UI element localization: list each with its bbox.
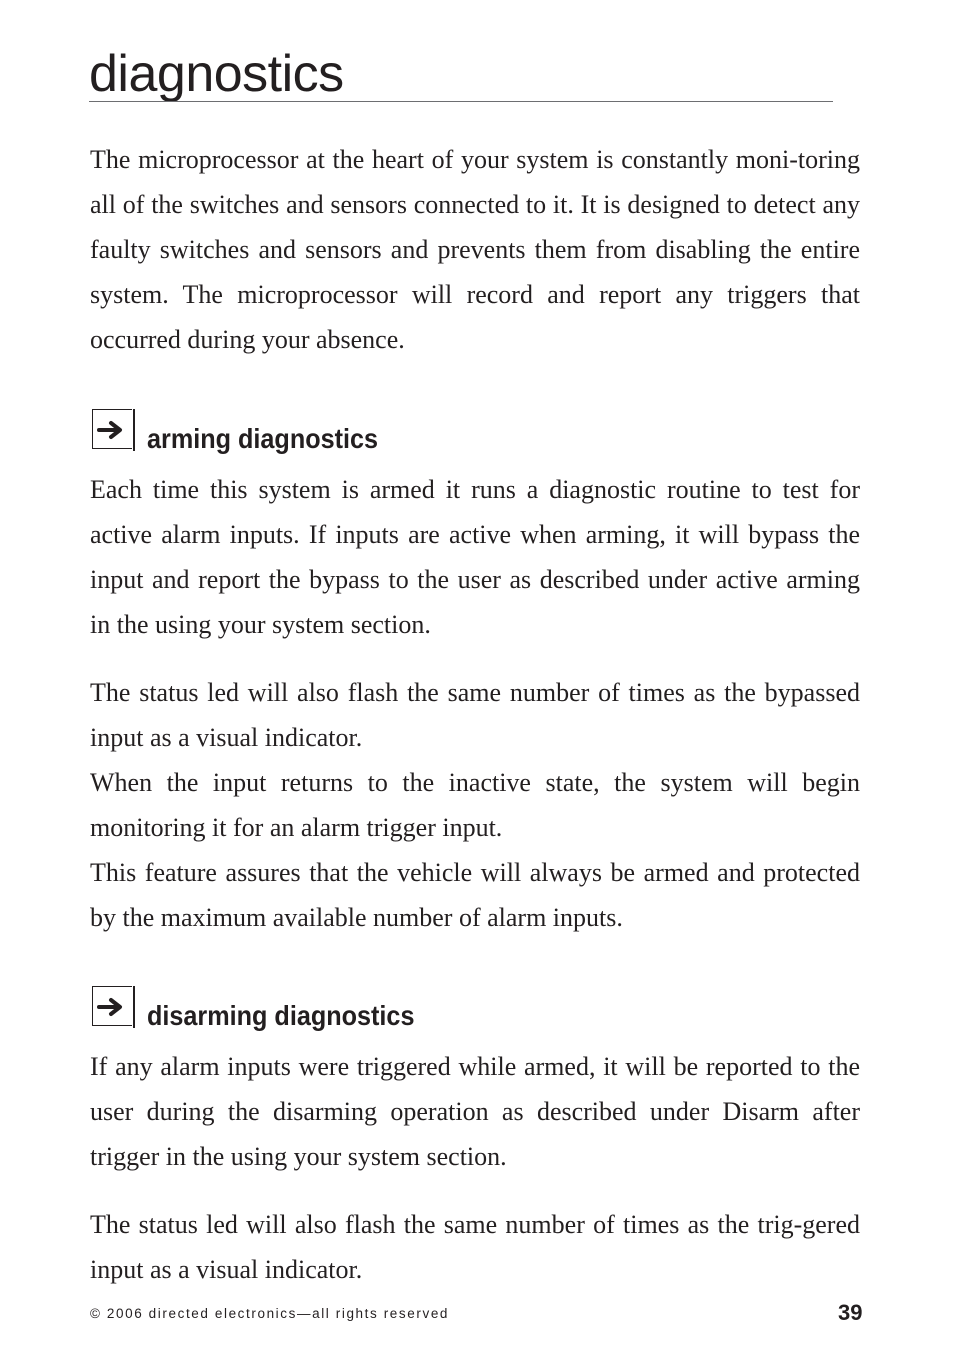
copyright-notice: © 2006 directed electronics—all rights reserved [90,1306,450,1321]
page-title: diagnostics [89,45,344,103]
page-number: 39 [838,1300,863,1325]
section-title-arming: arming diagnostics [147,423,379,454]
section-title-disarming: disarming diagnostics [147,1000,415,1031]
disarming-paragraph-1: If any alarm inputs were triggered while armed, it will be reported to the user during the disarming operation as described under Disarm after trigger in the using your system section. [90,1052,860,1171]
intro-paragraph: The microprocessor at the heart of your system is constantly moni-toring all of the switches and sensors connected to it. It is designed to detect any faulty switches and sensors and prevents them from disabling the entire system. The microprocessor will record and report any triggers that occurred during your absence. [90,145,860,354]
disarming-paragraph-2: The status led will also flash the same number of times as the trig-gered input as a visual indicator. [90,1210,860,1284]
arming-paragraph-3: When the input returns to the inactive state, the system will begin monitoring it for an alarm trigger input. [90,768,860,842]
section-heading-disarming [92,986,852,1036]
arrow-right-icon [92,986,132,1026]
arming-paragraph-4: This feature assures that the vehicle will always be armed and protected by the maximum available number of alarm inputs. [90,858,860,932]
section-heading-arming [92,409,852,459]
arrow-right-icon [92,409,132,449]
title-divider [89,101,833,102]
arming-paragraph-2: The status led will also flash the same number of times as the bypassed input as a visual indicator. [90,678,860,752]
arming-paragraph-1: Each time this system is armed it runs a diagnostic routine to test for active alarm inputs. If inputs are active when arming, it will bypass the input and report the bypass to the user as described under active arming in the using your system section. [90,475,860,639]
